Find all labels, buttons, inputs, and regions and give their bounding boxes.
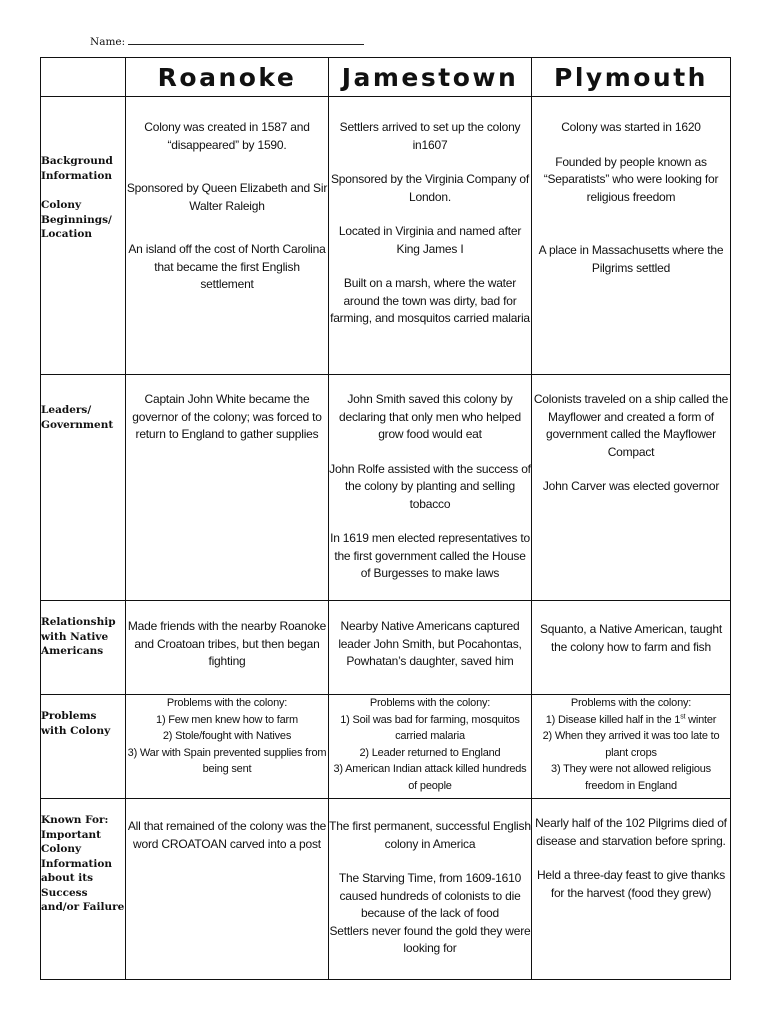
- text-fragment: winter: [685, 713, 717, 726]
- text-line: Problems with the colony:: [570, 697, 692, 709]
- cell-relationship-roanoke: [126, 601, 329, 695]
- row-label-problems: [41, 695, 126, 799]
- text-line: 3) American Indian attack killed hundreds of people: [333, 763, 527, 792]
- row-leaders: [41, 375, 731, 601]
- text-line: 2) When they arrived it was too late to plant crops: [542, 730, 720, 759]
- row-label-background: [41, 97, 126, 375]
- text-paragraph: John Smith saved this colony by declaring that only men who helped grow food would eat: [339, 392, 521, 441]
- text-paragraph: All that remained of the colony was the word CROATOAN carved into a post: [127, 819, 327, 851]
- label-relationship: Relationship with Native Americans: [41, 616, 116, 657]
- row-problems: [41, 695, 731, 799]
- text-paragraph: A place in Massachusetts where the Pilgrims settled: [538, 243, 724, 275]
- text-paragraph: Settlers arrived to set up the colony in1607: [339, 120, 521, 152]
- text-paragraph: Colonists traveled on a ship called the Mayflower and created a form of government called the Mayflower Compact: [533, 392, 729, 459]
- text-paragraph: Captain John White became the governor of the colony; was forced to return to England to gather supplies: [132, 392, 322, 441]
- text-line: 2) Stole/fought with Natives: [162, 730, 292, 742]
- label-leaders-government: Leaders/ Government: [41, 404, 114, 431]
- text-paragraph: Nearly half of the 102 Pilgrims died of disease and starvation before spring.: [535, 816, 727, 848]
- cell-problems-jamestown: [329, 695, 532, 799]
- cell-leaders-roanoke: [126, 375, 329, 601]
- text-line: [532, 712, 730, 729]
- label-background-info: Background Information: [41, 155, 113, 182]
- text-paragraph: The Starving Time, from 1609-1610 caused hundreds of colonists to die because of the lack of food: [338, 871, 522, 920]
- text-fragment: 1) Disease killed half in the 1: [545, 713, 681, 726]
- text-paragraph: Nearby Native Americans captured leader John Smith, but Pocahontas, Powhatan’s daughter, saved him: [338, 619, 522, 668]
- cell-known-roanoke: [126, 799, 329, 980]
- text-line: 2) Leader returned to England: [359, 746, 501, 759]
- row-known-for: [41, 799, 731, 980]
- text-paragraph: Located in Virginia and named after King James I: [338, 224, 522, 256]
- text-paragraph: The first permanent, successful English colony in America: [329, 819, 531, 851]
- text-line: 3) War with Spain prevented supplies from being sent: [127, 746, 327, 775]
- text-line: 1) Few men knew how to farm: [156, 713, 298, 726]
- text-paragraph: Colony was created in 1587 and “disappeared” by 1590.: [144, 120, 310, 152]
- text-paragraph: Settlers never found the gold they were looking for: [329, 923, 531, 955]
- cell-relationship-jamestown: [329, 601, 532, 695]
- text-paragraph: Built on a marsh, where the water around the town was dirty, bad for farming, and mosquitos carried malaria: [330, 276, 530, 325]
- header-jamestown: Jamestown: [329, 58, 532, 97]
- text-line: Problems with the colony:: [369, 697, 491, 709]
- row-background: [41, 97, 731, 375]
- colonies-table: [40, 57, 731, 980]
- text-paragraph: In 1619 men elected representatives to the first government called the House of Burgesses to make laws: [330, 531, 530, 580]
- cell-problems-roanoke: [126, 695, 329, 799]
- cell-leaders-plymouth: [532, 375, 731, 601]
- row-relationship: [41, 601, 731, 695]
- cell-relationship-plymouth: [532, 601, 731, 695]
- cell-known-jamestown: [329, 799, 532, 980]
- cell-background-roanoke: [126, 97, 329, 375]
- name-blank-line: [128, 35, 364, 45]
- text-paragraph: Founded by people known as “Separatists” who were looking for religious freedom: [543, 154, 719, 204]
- cell-background-plymouth: [532, 97, 731, 375]
- label-known-for: Known For: Important Colony Information about its Success and/or Failure: [41, 814, 125, 913]
- header-row: [41, 58, 731, 97]
- row-label-relationship: [41, 601, 126, 695]
- label-colony-beginnings: Colony Beginnings/ Location: [41, 199, 112, 240]
- text-line: 3) They were not allowed religious freedom in England: [551, 763, 711, 792]
- text-paragraph: John Carver was elected governor: [542, 479, 720, 493]
- row-label-known-for: [41, 799, 126, 980]
- row-label-leaders: [41, 375, 126, 601]
- label-problems: Problems with Colony: [41, 710, 111, 737]
- header-plymouth: Plymouth: [532, 58, 731, 97]
- text-line: Problems with the colony:: [166, 697, 288, 709]
- ordinal-suffix: st: [680, 712, 686, 720]
- cell-background-jamestown: [329, 97, 532, 375]
- cell-known-plymouth: [532, 799, 731, 980]
- header-roanoke: Roanoke: [126, 58, 329, 97]
- text-paragraph: Held a three-day feast to give thanks for the harvest (food they grew): [536, 868, 726, 900]
- text-paragraph: Sponsored by Queen Elizabeth and Sir Walter Raleigh: [126, 181, 328, 213]
- text-line: 1) Soil was bad for farming, mosquitos carried malaria: [340, 713, 520, 742]
- text-paragraph: John Rolfe assisted with the success of the colony by planting and selling tobacco: [329, 461, 531, 511]
- text-paragraph: An island off the cost of North Carolina that became the first English settlement: [128, 242, 326, 291]
- cell-leaders-jamestown: [329, 375, 532, 601]
- name-field: [90, 35, 364, 48]
- text-paragraph: Sponsored by the Virginia Company of London.: [330, 172, 530, 204]
- cell-problems-plymouth: [532, 695, 731, 799]
- name-label: Name:: [90, 36, 126, 48]
- text-paragraph: Colony was started in 1620: [561, 120, 701, 134]
- corner-header: [41, 58, 126, 97]
- text-paragraph: Squanto, a Native American, taught the colony how to farm and fish: [540, 622, 722, 654]
- text-paragraph: Made friends with the nearby Roanoke and Croatoan tribes, but then began fighting: [127, 619, 327, 668]
